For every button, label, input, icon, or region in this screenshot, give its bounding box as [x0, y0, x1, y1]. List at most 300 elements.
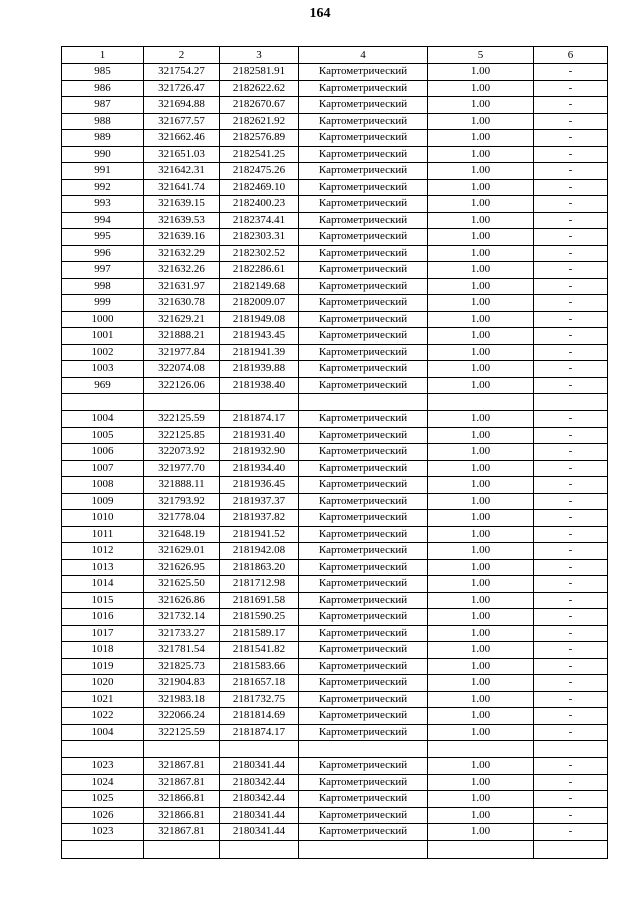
table-cell [299, 741, 428, 758]
table-cell: 1.00 [428, 97, 534, 114]
table-cell: - [534, 113, 608, 130]
table-cell: 1002 [62, 344, 144, 361]
table-cell: 1023 [62, 758, 144, 775]
table-cell: Картометрический [299, 229, 428, 246]
table-row [62, 592, 608, 609]
table-cell [144, 840, 220, 858]
table-cell: 321639.16 [144, 229, 220, 246]
table-cell: Картометрический [299, 510, 428, 527]
table-cell: 2181589.17 [220, 625, 299, 642]
table-cell: 1015 [62, 592, 144, 609]
table-cell: 1016 [62, 609, 144, 626]
table-cell: - [534, 609, 608, 626]
table-cell: 321632.29 [144, 245, 220, 262]
table-cell: 1001 [62, 328, 144, 345]
table-cell: 1.00 [428, 526, 534, 543]
table-cell: 1.00 [428, 80, 534, 97]
table-row [62, 758, 608, 775]
table-cell: Картометрический [299, 708, 428, 725]
table-cell [534, 394, 608, 411]
table-cell: Картометрический [299, 444, 428, 461]
table-cell: 321977.84 [144, 344, 220, 361]
table-cell: 988 [62, 113, 144, 130]
table-cell: 1.00 [428, 609, 534, 626]
table-cell: 321630.78 [144, 295, 220, 312]
table-cell: Картометрический [299, 411, 428, 428]
table-cell: - [534, 477, 608, 494]
table-cell: - [534, 444, 608, 461]
table-cell: 1.00 [428, 658, 534, 675]
table-cell: - [534, 130, 608, 147]
table-cell: 2181712.98 [220, 576, 299, 593]
table-row [62, 245, 608, 262]
table-cell: 2181934.40 [220, 460, 299, 477]
table-cell: - [534, 311, 608, 328]
table-cell: Картометрический [299, 807, 428, 824]
table-row [62, 113, 608, 130]
table-cell: 1.00 [428, 444, 534, 461]
header-cell: 1 [62, 47, 144, 64]
table-row [62, 460, 608, 477]
table-row [62, 212, 608, 229]
table-cell: Картометрический [299, 493, 428, 510]
table-row [62, 179, 608, 196]
table-cell: - [534, 97, 608, 114]
table-cell [62, 840, 144, 858]
table-cell: 2180342.44 [220, 774, 299, 791]
table-cell: 1018 [62, 642, 144, 659]
table-cell: 321641.74 [144, 179, 220, 196]
table-cell: 1.00 [428, 807, 534, 824]
table-cell: 2181541.82 [220, 642, 299, 659]
table-cell: 1012 [62, 543, 144, 560]
table-cell: 2182400.23 [220, 196, 299, 213]
table-cell: - [534, 328, 608, 345]
table-cell: - [534, 625, 608, 642]
table-cell: 1.00 [428, 361, 534, 378]
table-row [62, 377, 608, 394]
table-row [62, 130, 608, 147]
table-cell: 969 [62, 377, 144, 394]
table-cell: 1.00 [428, 278, 534, 295]
table-cell: 322074.08 [144, 361, 220, 378]
table-row [62, 675, 608, 692]
table-cell: 991 [62, 163, 144, 180]
table-row [62, 510, 608, 527]
table-row [62, 774, 608, 791]
table-cell: - [534, 427, 608, 444]
table-cell: 322073.92 [144, 444, 220, 461]
table-cell: 2181936.45 [220, 477, 299, 494]
table-cell: 990 [62, 146, 144, 163]
table-cell: - [534, 642, 608, 659]
table-cell: Картометрический [299, 526, 428, 543]
table-row [62, 196, 608, 213]
table-cell: Картометрический [299, 791, 428, 808]
table-cell: - [534, 510, 608, 527]
table-cell: 2182009.07 [220, 295, 299, 312]
table-cell: 1.00 [428, 411, 534, 428]
table-cell: 322125.59 [144, 411, 220, 428]
page-number: 164 [309, 6, 331, 21]
table-cell: 322125.85 [144, 427, 220, 444]
table-cell: - [534, 295, 608, 312]
table-cell: - [534, 691, 608, 708]
table-cell: 321867.81 [144, 758, 220, 775]
table-cell: 2182475.26 [220, 163, 299, 180]
table-cell: 1004 [62, 411, 144, 428]
table-cell: 1008 [62, 477, 144, 494]
table-cell: 1.00 [428, 64, 534, 81]
table-row [62, 146, 608, 163]
table-cell: Картометрический [299, 113, 428, 130]
table-cell: 2182302.52 [220, 245, 299, 262]
table-cell: 2181938.40 [220, 377, 299, 394]
table-cell: Картометрический [299, 691, 428, 708]
table-cell: 985 [62, 64, 144, 81]
table-cell: 2181941.52 [220, 526, 299, 543]
table-cell: 321626.95 [144, 559, 220, 576]
table-row [62, 80, 608, 97]
table-cell: 998 [62, 278, 144, 295]
table-cell: 1.00 [428, 592, 534, 609]
table-cell: 999 [62, 295, 144, 312]
table-cell: Картометрический [299, 295, 428, 312]
table-cell: 2182621.92 [220, 113, 299, 130]
table-row [62, 724, 608, 741]
table-cell: Картометрический [299, 477, 428, 494]
table-cell: 1.00 [428, 791, 534, 808]
table-cell: Картометрический [299, 625, 428, 642]
table-cell: 321778.04 [144, 510, 220, 527]
table-cell: 1005 [62, 427, 144, 444]
table-cell: 2182374.41 [220, 212, 299, 229]
table-cell: 1.00 [428, 675, 534, 692]
table-cell: 321651.03 [144, 146, 220, 163]
header-cell: 5 [428, 47, 534, 64]
table-cell: 994 [62, 212, 144, 229]
table-row [62, 163, 608, 180]
table-cell [220, 394, 299, 411]
table-cell: 1.00 [428, 824, 534, 841]
table-cell: 321629.01 [144, 543, 220, 560]
table-cell: 1010 [62, 510, 144, 527]
table-cell: 2181657.18 [220, 675, 299, 692]
table-cell: - [534, 576, 608, 593]
table-cell: 1004 [62, 724, 144, 741]
table-cell: - [534, 708, 608, 725]
table-cell: 2181590.25 [220, 609, 299, 626]
table-cell: - [534, 212, 608, 229]
table-cell: 1014 [62, 576, 144, 593]
table-cell: Картометрический [299, 543, 428, 560]
table-cell: 2182576.89 [220, 130, 299, 147]
header-row [62, 47, 608, 64]
table-row [62, 840, 608, 858]
table-cell: 321694.88 [144, 97, 220, 114]
table-cell: 1.00 [428, 427, 534, 444]
table-cell: 2180341.44 [220, 807, 299, 824]
table-cell: 2181931.40 [220, 427, 299, 444]
table-cell: 321733.27 [144, 625, 220, 642]
table-cell: 2182286.61 [220, 262, 299, 279]
table-cell: 1.00 [428, 179, 534, 196]
table-cell: 1021 [62, 691, 144, 708]
table-cell: 321626.86 [144, 592, 220, 609]
table-cell: Картометрический [299, 196, 428, 213]
table-cell: - [534, 493, 608, 510]
table-row [62, 64, 608, 81]
table-cell: - [534, 658, 608, 675]
table-cell: 997 [62, 262, 144, 279]
table-cell: Картометрический [299, 64, 428, 81]
table-row [62, 278, 608, 295]
table-cell: Картометрический [299, 460, 428, 477]
table-cell: Картометрический [299, 576, 428, 593]
table-cell: - [534, 361, 608, 378]
table-cell [428, 840, 534, 858]
table-row [62, 493, 608, 510]
table-cell: 2181583.66 [220, 658, 299, 675]
header-cell: 4 [299, 47, 428, 64]
table-cell: 321726.47 [144, 80, 220, 97]
table-cell: 1006 [62, 444, 144, 461]
coordinates-table [61, 46, 608, 859]
table-cell: 1013 [62, 559, 144, 576]
table-cell: Картометрический [299, 675, 428, 692]
table-row [62, 411, 608, 428]
table-cell: - [534, 559, 608, 576]
table-cell: 1.00 [428, 625, 534, 642]
table-cell: 1.00 [428, 642, 534, 659]
table-row [62, 807, 608, 824]
table-cell: Картометрический [299, 592, 428, 609]
table-cell: 1022 [62, 708, 144, 725]
table-cell: 989 [62, 130, 144, 147]
table-cell: 2181863.20 [220, 559, 299, 576]
table-cell: 2180341.44 [220, 824, 299, 841]
table-cell: Картометрический [299, 774, 428, 791]
table-cell: - [534, 724, 608, 741]
table-cell: 1019 [62, 658, 144, 675]
table-cell [144, 394, 220, 411]
header-cell: 2 [144, 47, 220, 64]
table-cell: 1.00 [428, 477, 534, 494]
table-cell: Картометрический [299, 130, 428, 147]
table-cell [299, 840, 428, 858]
table-cell: Картометрический [299, 278, 428, 295]
table-row [62, 427, 608, 444]
table-cell: 321639.15 [144, 196, 220, 213]
table-row [62, 642, 608, 659]
table-cell: 2181939.88 [220, 361, 299, 378]
table-cell: Картометрический [299, 146, 428, 163]
table-cell: 2181941.39 [220, 344, 299, 361]
table-cell: 1.00 [428, 113, 534, 130]
table-cell: 321625.50 [144, 576, 220, 593]
table-cell: 1.00 [428, 245, 534, 262]
table-cell: 321639.53 [144, 212, 220, 229]
table-row [62, 576, 608, 593]
table-cell: 321754.27 [144, 64, 220, 81]
table-cell: 1007 [62, 460, 144, 477]
table-cell: 2182670.67 [220, 97, 299, 114]
table-cell: Картометрический [299, 658, 428, 675]
table-cell: 1.00 [428, 510, 534, 527]
table-row [62, 477, 608, 494]
table-row [62, 691, 608, 708]
table-cell: 321904.83 [144, 675, 220, 692]
table-cell: 2181942.08 [220, 543, 299, 560]
table-row [62, 741, 608, 758]
table-cell: - [534, 807, 608, 824]
table-row [62, 229, 608, 246]
table-cell: 322066.24 [144, 708, 220, 725]
table-row [62, 262, 608, 279]
table-cell: 321888.21 [144, 328, 220, 345]
table-cell: 995 [62, 229, 144, 246]
table-cell [144, 741, 220, 758]
table-cell: Картометрический [299, 642, 428, 659]
table-cell: 1.00 [428, 559, 534, 576]
table-cell: 321983.18 [144, 691, 220, 708]
table-cell: 2181732.75 [220, 691, 299, 708]
table-row [62, 526, 608, 543]
table-cell: 2182541.25 [220, 146, 299, 163]
table-cell: 996 [62, 245, 144, 262]
table-cell: 1.00 [428, 344, 534, 361]
table-cell: 321648.19 [144, 526, 220, 543]
table-cell: 1.00 [428, 229, 534, 246]
table-cell: 1.00 [428, 377, 534, 394]
table-cell: 1000 [62, 311, 144, 328]
table-row [62, 791, 608, 808]
table-cell [428, 741, 534, 758]
table-cell: Картометрический [299, 559, 428, 576]
table-cell: Картометрический [299, 245, 428, 262]
table-cell: - [534, 80, 608, 97]
table-cell: Картометрический [299, 163, 428, 180]
table-row [62, 344, 608, 361]
table-cell: 321793.92 [144, 493, 220, 510]
table-cell: - [534, 229, 608, 246]
table-row [62, 97, 608, 114]
table-cell: - [534, 592, 608, 609]
table-row [62, 328, 608, 345]
table-cell [299, 394, 428, 411]
table-cell [534, 840, 608, 858]
table-cell: Картометрический [299, 311, 428, 328]
table-cell: - [534, 245, 608, 262]
table-cell: 2182303.31 [220, 229, 299, 246]
table-cell: 321629.21 [144, 311, 220, 328]
table-cell: 1.00 [428, 758, 534, 775]
table-cell: 2181937.37 [220, 493, 299, 510]
header-cell: 6 [534, 47, 608, 64]
table-cell: - [534, 344, 608, 361]
table-cell: - [534, 411, 608, 428]
table-cell: 321888.11 [144, 477, 220, 494]
table-cell: - [534, 179, 608, 196]
table-row [62, 559, 608, 576]
table-cell: 321781.54 [144, 642, 220, 659]
table-cell: 2181937.82 [220, 510, 299, 527]
table-cell: Картометрический [299, 179, 428, 196]
table-cell: Картометрический [299, 377, 428, 394]
table-cell: - [534, 64, 608, 81]
table-cell: Картометрический [299, 328, 428, 345]
table-cell: 2182469.10 [220, 179, 299, 196]
table-cell: 1026 [62, 807, 144, 824]
table-cell: - [534, 146, 608, 163]
table-cell: Картометрический [299, 212, 428, 229]
table-cell: 1.00 [428, 295, 534, 312]
table-cell [62, 394, 144, 411]
table-cell: 321825.73 [144, 658, 220, 675]
table-cell: Картометрический [299, 97, 428, 114]
table-row [62, 295, 608, 312]
table-cell: 1.00 [428, 212, 534, 229]
table-cell: 2182581.91 [220, 64, 299, 81]
table-cell: 321866.81 [144, 791, 220, 808]
table-cell: 321866.81 [144, 807, 220, 824]
table-cell: 321977.70 [144, 460, 220, 477]
table-cell: 1023 [62, 824, 144, 841]
table-cell [220, 741, 299, 758]
table-cell: 1017 [62, 625, 144, 642]
table-cell: - [534, 824, 608, 841]
table-cell: Картометрический [299, 344, 428, 361]
table-cell: 1.00 [428, 493, 534, 510]
table-cell: - [534, 163, 608, 180]
table-cell: - [534, 526, 608, 543]
table-cell: 1.00 [428, 146, 534, 163]
table-cell: - [534, 758, 608, 775]
table-cell: - [534, 774, 608, 791]
table-cell [220, 840, 299, 858]
table-cell: 2181691.58 [220, 592, 299, 609]
table-row [62, 543, 608, 560]
table-cell: 1.00 [428, 543, 534, 560]
table-cell: 321662.46 [144, 130, 220, 147]
table-cell [62, 741, 144, 758]
table-cell: 1.00 [428, 708, 534, 725]
table-cell: 2180342.44 [220, 791, 299, 808]
table-cell: 1003 [62, 361, 144, 378]
table-cell: 1.00 [428, 196, 534, 213]
table-cell: Картометрический [299, 427, 428, 444]
table-cell: - [534, 791, 608, 808]
table-cell: 1024 [62, 774, 144, 791]
table-cell: - [534, 262, 608, 279]
table-row [62, 609, 608, 626]
table-cell: 322125.59 [144, 724, 220, 741]
table-row [62, 311, 608, 328]
table-cell: 1009 [62, 493, 144, 510]
table-cell: - [534, 675, 608, 692]
table-cell: 321867.81 [144, 774, 220, 791]
table-cell: Картометрический [299, 80, 428, 97]
table-cell: 1025 [62, 791, 144, 808]
table-cell: - [534, 377, 608, 394]
table-cell: 322126.06 [144, 377, 220, 394]
table-row [62, 708, 608, 725]
table-cell: 2181874.17 [220, 724, 299, 741]
table-cell: - [534, 196, 608, 213]
table-cell: 2181943.45 [220, 328, 299, 345]
table-cell: 1.00 [428, 576, 534, 593]
table-cell: Картометрический [299, 361, 428, 378]
